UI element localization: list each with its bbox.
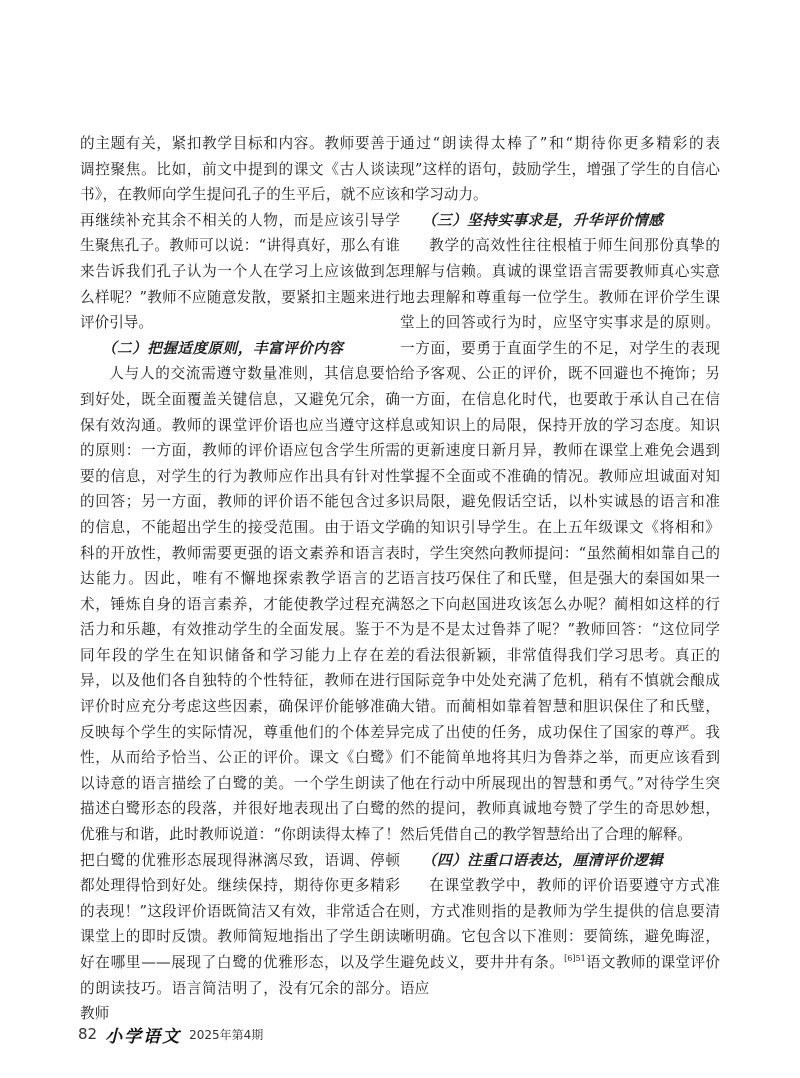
citation-marker: [6]51: [564, 954, 586, 964]
page-number: 82: [78, 1025, 98, 1043]
body-paragraph: 的主题有关，紧扣教学目标和内容。教师要善于调控聚焦。比如，前文中提到的课文《古人谈读书》，在教师向学生提问孔子的生平后，就不应该再继续补充其余不相关的人物，而是应该引导学生聚焦孔子。教师可以说：“讲得真好，那么有谁来告诉我们孔子认为一个人在学习上应该做到怎么样呢？”教师不应随意发散，要紧扣主题来进行评价引导。: [80, 135, 400, 332]
section-heading: （四）注重口语表达，厘清评价逻辑: [421, 851, 664, 869]
body-paragraph: 教学的高效性往往根植于师生间那份真挚的理解与信赖。真诚的课堂语言需要教师真心实意地去理解和尊重每一位学生。教师在评价学生课堂上的回答或行为时，应坚守实事求是的原则。一方面，要勇于直面学生的不足，对学生的表现给予客观、公正的评价，既不回避也不掩饰；另一方面，在信息化时代，也要敢于承认自己在信息或知识上的局限，保持开放的学习态度。知识的更新速度日新月异，教师在课堂上难免会遇到掌握不全面或不准确的情况。教师应坦诚面对知识局限，避免假话空话，以朴实诚恳的语言和准确的知识引导学生。在上五年级课文《将相和》时，学生突然向教师提问：“虽然蔺相如靠自己的语言技巧保住了和氏璧，但是强大的秦国如果一怒之下向赵国进攻该怎么办呢？蔺相如这样的行为是不是太过鲁莽了呢？”教师回答：“这位同学的看法很新颖，非常值得我们学习思考。真正的国际竞争中处处充满了危机，稍有不慎就会酿成大错。而蔺相如靠着智慧和胆识保住了和氏璧，完成了出使的任务，成功保住了国家的尊严。我们不能简单地将其归为鲁莽之举，而更应该看到他在行动中所展现出的智慧和勇气。”对待学生突然的提问，教师真诚地夸赞了学生的奇思妙想，然后凭借自己的教学智慧给出了合理的解释。: [400, 237, 720, 844]
left-column: [80, 131, 400, 1027]
body-paragraph: 人与人的交流需遵守数量准则，其信息要恰到好处，既全面覆盖关键信息，又避免冗余，确保有效沟通。教师的课堂评价语也应当遵守这样的原则：一方面，教师的评价语应包含学生所需要的信息，对学生的行为教师应作出具有针对性的回答；另一方面，教师的评价语不能包含过多的信息，不能超出学生的接受范围。由于语文学科的开放性，教师需要更强的语文素养和语言表达能力。因此，唯有不懈地探索教学语言的艺术，锤炼自身的语言素养，才能使教学过程充满活力和乐趣，有效推动学生的全面发展。鉴于不同年段的学生在知识储备和学习能力上存在差异，以及他们各自独特的个性特征，教师在进行评价时应充分考虑这些因素，确保评价能够准确反映每个学生的实际情况，尊重他们的个体差异性，从而给予恰当、公正的评价。课文《白鹭》以诗意的语言描绘了白鹭的美。一个学生朗读了描述白鹭形态的段落，并很好地表现出了白鹭的优雅与和谐，此时教师说道：“你朗读得太棒了！把白鹭的优雅形态展现得淋漓尽致，语调、停顿都处理得恰到好处。继续保持，期待你更多精彩的表现！”这段评价语既简洁又有效，非常适合在课堂上的即时反馈。教师简短地指出了学生朗读好在哪里——展现了白鹭的优雅形态，以及学生的朗读技巧。语言简洁明了，没有冗余的部分。教师: [80, 365, 400, 1023]
section-heading: （三）坚持实事求是，升华评价情感: [421, 211, 664, 229]
body-paragraph: [400, 873, 720, 1001]
paragraph-text-tail: 语文教师的课堂评价语应: [400, 954, 720, 997]
body-paragraph: 通过“朗读得太棒了”和“期待你更多精彩的表现”这样的语句，鼓励学生，增强了学生的自信心和学习动力。: [400, 135, 720, 204]
section-heading: （二）把握适度原则，丰富评价内容: [101, 339, 344, 357]
journal-name: 小学语文: [105, 1026, 182, 1047]
page-footer: [78, 1022, 263, 1046]
issue-label: 2025年第4期: [189, 1027, 264, 1042]
right-column: [400, 131, 720, 1001]
paragraph-text: 在课堂教学中，教师的评价语要遵守方式准则，方式准则指的是教师为学生提供的信息要清晰明确。它包含以下准则：要简练，避免晦涩，避免歧义，要井井有条。: [400, 877, 720, 971]
